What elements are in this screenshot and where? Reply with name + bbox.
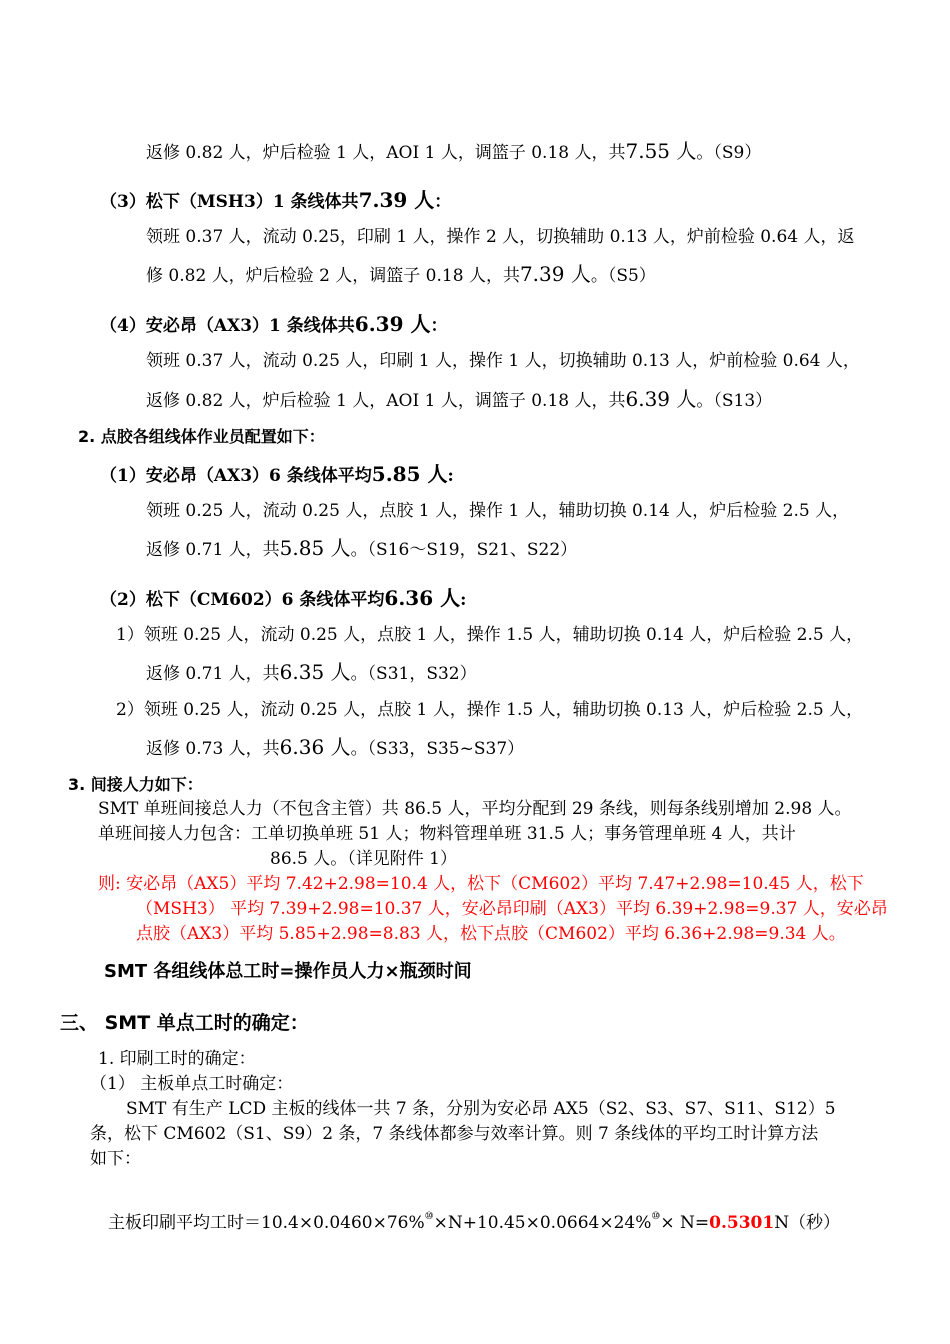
heading-text: （1）安必昂（AX3）6 条线体平均	[100, 466, 372, 486]
heading-text: :	[460, 590, 467, 610]
text-line	[146, 661, 477, 685]
result-line: 点胶（AX3）平均 5.85+2.98=8.83 人，松下点胶（CM602）平均 6.36+2.98=9.34 人。	[136, 924, 846, 944]
heading-text: :	[447, 466, 454, 486]
subsection-heading	[100, 189, 451, 213]
text-line: SMT 单班间接总人力（不包含主管）共 86.5 人，平均分配到 29 条线，则每条线别增加 2.98 人。	[98, 799, 852, 819]
equation-text: ×N+10.45×0.0664×24%	[433, 1213, 652, 1233]
subsection-heading	[100, 463, 454, 487]
highlight-number: 5.85 人	[279, 536, 351, 560]
text-line: 1）领班 0.25 人，流动 0.25 人，点胶 1 人，操作 1.5 人，辅助切换 0.14 人，炉后检验 2.5 人，	[116, 625, 864, 645]
text-line: 条，松下 CM602（S1、S9）2 条，7 条线体都参与效率计算。则 7 条线体的平均工时计算方法	[90, 1124, 819, 1144]
text-line	[146, 140, 761, 164]
footnote-mark: ⑩	[424, 1211, 434, 1222]
equation-line	[108, 1206, 840, 1234]
text-line: 领班 0.25 人，流动 0.25 人，点胶 1 人，操作 1 人，辅助切换 0.14 人，炉后检验 2.5 人，	[146, 501, 850, 521]
text-span: 返修 0.82 人，炉后检验 1 人，AOI 1 人，调篮子 0.18 人，共	[146, 143, 626, 163]
highlight-number: 6.35 人	[279, 660, 351, 684]
text-span: 返修 0.73 人，共	[146, 739, 280, 759]
text-span: 。（S9）	[696, 143, 762, 163]
section-heading: 3. 间接人力如下：	[68, 775, 203, 794]
text-line: （1） 主板单点工时确定：	[90, 1074, 294, 1094]
text-span: 返修 0.71 人，共	[146, 540, 280, 560]
text-span: 。（S33，S35~S37）	[350, 739, 525, 759]
heading-text: ：	[434, 192, 452, 212]
chapter-heading: 三、 SMT 单点工时的确定：	[60, 1012, 309, 1034]
heading-number: 7.39 人	[358, 188, 435, 212]
text-line	[146, 263, 656, 287]
text-line: 86.5 人。（详见附件 1）	[270, 849, 457, 869]
section-heading: 2. 点胶各组线体作业员配置如下：	[78, 427, 325, 446]
heading-number: 5.85 人	[371, 462, 448, 486]
result-line: 则: 安必昂（AX5）平均 7.42+2.98=10.4 人，松下（CM602）平均 7.47+2.98=10.45 人，松下	[98, 874, 864, 894]
heading-number: 6.36 人	[384, 586, 461, 610]
text-span: 修 0.82 人，炉后检验 2 人，调篮子 0.18 人，共	[146, 266, 520, 286]
equation-text: 主板印刷平均工时＝10.4×0.0460×76%	[108, 1213, 425, 1233]
text-line	[146, 537, 577, 561]
text-line	[146, 736, 524, 760]
highlight-number: 6.36 人	[279, 735, 351, 759]
text-line: SMT 有生产 LCD 主板的线体一共 7 条，分别为安必昂 AX5（S2、S3、S7、S11、S12）5	[126, 1099, 836, 1119]
heading-number: 6.39 人	[354, 312, 431, 336]
text-span: 返修 0.71 人，共	[146, 664, 280, 684]
text-line	[146, 388, 772, 412]
text-line: 1. 印刷工时的确定：	[98, 1049, 256, 1069]
subsection-heading	[100, 587, 466, 611]
formula-heading: SMT 各组线体总工时=操作员人力×瓶颈时间	[104, 961, 472, 982]
heading-text: （2）松下（CM602）6 条线体平均	[100, 590, 385, 610]
text-span: 。（S31，S32）	[350, 664, 477, 684]
equation-text: N（秒）	[774, 1213, 841, 1233]
text-line: 领班 0.37 人，流动 0.25，印刷 1 人，操作 2 人，切换辅助 0.13 人，炉前检验 0.64 人，返	[146, 227, 855, 247]
highlight-number: 6.39 人	[625, 387, 697, 411]
text-span: 。（S5）	[590, 266, 656, 286]
footnote-mark: ⑩	[651, 1211, 661, 1222]
equation-text: × N=	[660, 1213, 710, 1233]
highlight-number: 7.55 人	[625, 139, 697, 163]
text-line: 领班 0.37 人，流动 0.25 人，印刷 1 人，操作 1 人，切换辅助 0.13 人，炉前检验 0.64 人，	[146, 351, 860, 371]
heading-text: （4）安必昂（AX3）1 条线体共	[100, 316, 355, 336]
highlight-number: 7.39 人	[519, 262, 591, 286]
heading-text: （3）松下（MSH3）1 条线体共	[100, 192, 359, 212]
text-span: 。（S13）	[696, 391, 773, 411]
text-line: 如下：	[90, 1149, 141, 1169]
heading-text: ：	[430, 316, 448, 336]
equation-result: 0.5301	[709, 1213, 775, 1233]
text-line: 2）领班 0.25 人，流动 0.25 人，点胶 1 人，操作 1.5 人，辅助切换 0.13 人，炉后检验 2.5 人，	[116, 700, 864, 720]
text-span: 。（S16～S19，S21、S22）	[350, 540, 578, 560]
subsection-heading	[100, 313, 447, 337]
result-line: （MSH3） 平均 7.39+2.98=10.37 人，安必昂印刷（AX3）平均 6.39+2.98=9.37 人，安必昂	[136, 899, 888, 919]
text-line: 单班间接人力包含：工单切换单班 51 人；物料管理单班 31.5 人；事务管理单班 4 人，共计	[98, 824, 796, 844]
text-span: 返修 0.82 人，炉后检验 1 人，AOI 1 人，调篮子 0.18 人，共	[146, 391, 626, 411]
